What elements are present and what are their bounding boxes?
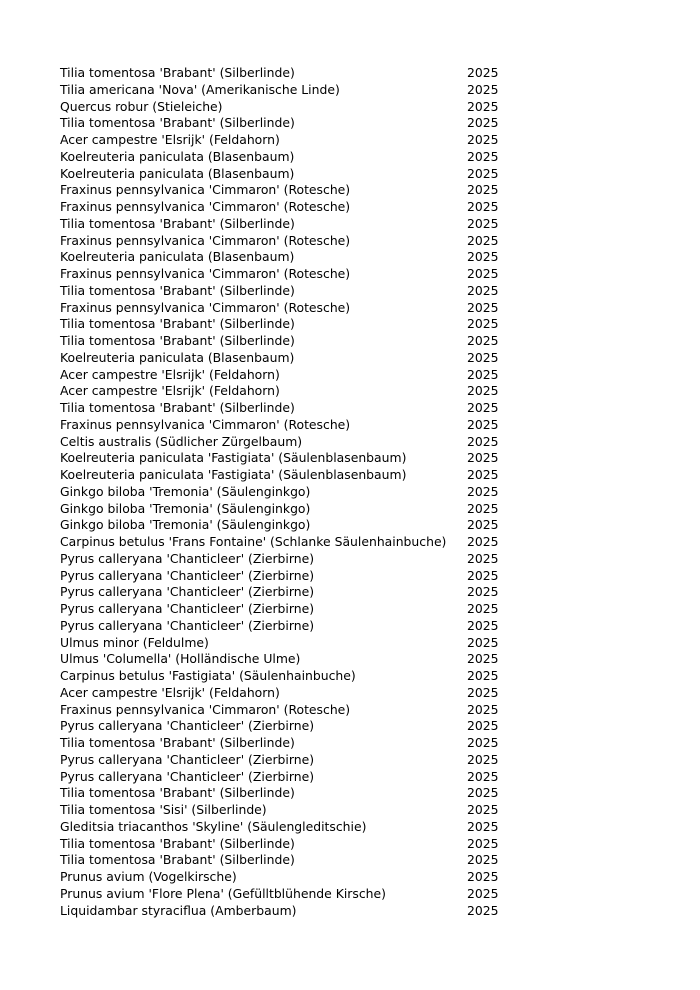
list-item <box>60 367 520 384</box>
list-item <box>60 668 520 685</box>
tree-name: Gleditsia triacanthos 'Skyline' (Säulengleditschie) <box>60 818 367 834</box>
tree-name: Tilia tomentosa 'Brabant' (Silberlinde) <box>60 316 295 332</box>
tree-name: Ginkgo biloba 'Tremonia' (Säulenginkgo) <box>60 483 311 499</box>
tree-name: Fraxinus pennsylvanica 'Cimmaron' (Rotesche) <box>60 266 351 281</box>
tree-name: Tilia tomentosa 'Brabant' (Silberlinde) <box>60 735 295 750</box>
tree-name: Liquidambar styraciflua (Amberbaum) <box>60 902 297 918</box>
planting-year: 2025 <box>467 299 499 315</box>
planting-year: 2025 <box>467 835 499 851</box>
planting-year: 2025 <box>467 215 499 231</box>
tree-name: Koelreuteria paniculata (Blasenbaum) <box>60 148 295 164</box>
list-item <box>60 501 520 518</box>
planting-year: 2025 <box>467 65 499 80</box>
planting-year: 2025 <box>467 81 499 97</box>
planting-year: 2025 <box>467 483 499 499</box>
tree-name: Koelreuteria paniculata (Blasenbaum) <box>60 165 295 181</box>
planting-year: 2025 <box>467 316 499 332</box>
list-item <box>60 852 520 869</box>
list-item <box>60 199 520 216</box>
planting-year: 2025 <box>467 333 499 348</box>
tree-name: Pyrus calleryana 'Chanticleer' (Zierbirne) <box>60 718 315 734</box>
list-item <box>60 484 520 501</box>
tree-name: Koelreuteria paniculata (Blasenbaum) <box>60 249 295 265</box>
planting-year: 2025 <box>467 818 499 834</box>
planting-year: 2025 <box>467 450 499 466</box>
tree-list <box>60 65 520 919</box>
list-item <box>60 166 520 183</box>
tree-name: Pyrus calleryana 'Chanticleer' (Zierbirne) <box>60 601 315 616</box>
planting-year: 2025 <box>467 785 499 801</box>
list-item <box>60 65 520 82</box>
tree-name: Tilia tomentosa 'Brabant' (Silberlinde) <box>60 400 295 415</box>
list-item <box>60 132 520 149</box>
tree-name: Tilia tomentosa 'Brabant' (Silberlinde) <box>60 835 295 851</box>
tree-name: Tilia tomentosa 'Brabant' (Silberlinde) <box>60 215 295 231</box>
tree-name: Ulmus minor (Feldulme) <box>60 634 209 650</box>
planting-year: 2025 <box>467 735 499 750</box>
planting-year: 2025 <box>467 684 499 700</box>
list-item <box>60 635 520 652</box>
list-item <box>60 249 520 266</box>
planting-year: 2025 <box>467 383 499 399</box>
tree-name: Pyrus calleryana 'Chanticleer' (Zierbirne) <box>60 768 315 784</box>
planting-year: 2025 <box>467 802 499 817</box>
planting-year: 2025 <box>467 366 499 382</box>
planting-year: 2025 <box>467 634 499 650</box>
tree-name: Pyrus calleryana 'Chanticleer' (Zierbirne) <box>60 550 315 566</box>
tree-name: Fraxinus pennsylvanica 'Cimmaron' (Rotesche) <box>60 199 351 214</box>
tree-name: Fraxinus pennsylvanica 'Cimmaron' (Rotesche) <box>60 416 351 432</box>
planting-year: 2025 <box>467 751 499 767</box>
list-item <box>60 601 520 618</box>
list-item <box>60 869 520 886</box>
tree-name: Acer campestre 'Elsrijk' (Feldahorn) <box>60 132 280 147</box>
tree-name: Ulmus 'Columella' (Holländische Ulme) <box>60 651 301 667</box>
tree-name: Pyrus calleryana 'Chanticleer' (Zierbirne) <box>60 617 315 633</box>
planting-year: 2025 <box>467 668 499 683</box>
planting-year: 2025 <box>467 416 499 432</box>
planting-year: 2025 <box>467 249 499 265</box>
tree-name: Tilia tomentosa 'Brabant' (Silberlinde) <box>60 65 295 80</box>
list-item <box>60 819 520 836</box>
list-item <box>60 584 520 601</box>
tree-name: Prunus avium (Vogelkirsche) <box>60 869 237 884</box>
planting-year: 2025 <box>467 701 499 717</box>
planting-year: 2025 <box>467 400 499 415</box>
planting-year: 2025 <box>467 132 499 147</box>
tree-name: Acer campestre 'Elsrijk' (Feldahorn) <box>60 684 280 700</box>
list-item <box>60 82 520 99</box>
tree-name: Koelreuteria paniculata (Blasenbaum) <box>60 349 295 365</box>
list-item <box>60 718 520 735</box>
list-item <box>60 752 520 769</box>
tree-name: Tilia tomentosa 'Brabant' (Silberlinde) <box>60 333 295 348</box>
list-item <box>60 568 520 585</box>
list-item <box>60 886 520 903</box>
planting-year: 2025 <box>467 567 499 583</box>
tree-name: Prunus avium 'Flore Plena' (Gefülltblühende Kirsche) <box>60 885 386 901</box>
list-item <box>60 383 520 400</box>
planting-year: 2025 <box>467 651 499 667</box>
tree-name: Fraxinus pennsylvanica 'Cimmaron' (Rotesche) <box>60 232 351 248</box>
planting-year: 2025 <box>467 768 499 784</box>
planting-year: 2025 <box>467 534 499 549</box>
list-item <box>60 685 520 702</box>
list-item <box>60 769 520 786</box>
planting-year: 2025 <box>467 617 499 633</box>
planting-year: 2025 <box>467 115 499 131</box>
list-item <box>60 802 520 819</box>
planting-year: 2025 <box>467 349 499 365</box>
list-item <box>60 115 520 132</box>
planting-year: 2025 <box>467 869 499 884</box>
tree-name: Tilia tomentosa 'Brabant' (Silberlinde) <box>60 785 295 801</box>
tree-name: Tilia tomentosa 'Brabant' (Silberlinde) <box>60 852 295 868</box>
list-item <box>60 316 520 333</box>
tree-name: Fraxinus pennsylvanica 'Cimmaron' (Rotesche) <box>60 299 351 315</box>
list-item <box>60 233 520 250</box>
planting-year: 2025 <box>467 148 499 164</box>
tree-name: Koelreuteria paniculata 'Fastigiata' (Säulenblasenbaum) <box>60 450 407 466</box>
tree-name: Carpinus betulus 'Fastigiata' (Säulenhainbuche) <box>60 668 356 683</box>
list-item <box>60 300 520 317</box>
tree-name: Pyrus calleryana 'Chanticleer' (Zierbirne) <box>60 751 315 767</box>
list-item <box>60 99 520 116</box>
tree-name: Pyrus calleryana 'Chanticleer' (Zierbirne) <box>60 584 315 600</box>
list-item <box>60 450 520 467</box>
planting-year: 2025 <box>467 601 499 616</box>
planting-year: 2025 <box>467 467 499 482</box>
list-item <box>60 216 520 233</box>
list-item <box>60 903 520 920</box>
planting-year: 2025 <box>467 182 499 198</box>
planting-year: 2025 <box>467 902 499 918</box>
list-item <box>60 333 520 350</box>
list-item <box>60 534 520 551</box>
tree-name: Tilia tomentosa 'Sisi' (Silberlinde) <box>60 802 267 817</box>
tree-name: Ginkgo biloba 'Tremonia' (Säulenginkgo) <box>60 517 311 533</box>
tree-name: Quercus robur (Stieleiche) <box>60 98 223 114</box>
list-item <box>60 836 520 853</box>
tree-name: Tilia tomentosa 'Brabant' (Silberlinde) <box>60 115 295 131</box>
planting-year: 2025 <box>467 199 499 214</box>
list-item <box>60 785 520 802</box>
planting-year: 2025 <box>467 584 499 600</box>
tree-name: Tilia americana 'Nova' (Amerikanische Linde) <box>60 81 340 97</box>
planting-year: 2025 <box>467 98 499 114</box>
list-item <box>60 651 520 668</box>
tree-name: Acer campestre 'Elsrijk' (Feldahorn) <box>60 383 280 399</box>
tree-name: Acer campestre 'Elsrijk' (Feldahorn) <box>60 366 280 382</box>
planting-year: 2025 <box>467 718 499 734</box>
tree-name: Koelreuteria paniculata 'Fastigiata' (Säulenblasenbaum) <box>60 467 407 482</box>
list-item <box>60 551 520 568</box>
list-item <box>60 350 520 367</box>
list-item <box>60 149 520 166</box>
list-item <box>60 702 520 719</box>
list-item <box>60 266 520 283</box>
planting-year: 2025 <box>467 885 499 901</box>
tree-name: Celtis australis (Südlicher Zürgelbaum) <box>60 433 303 449</box>
list-item <box>60 417 520 434</box>
tree-name: Pyrus calleryana 'Chanticleer' (Zierbirne) <box>60 567 315 583</box>
planting-year: 2025 <box>467 282 499 298</box>
tree-name: Fraxinus pennsylvanica 'Cimmaron' (Rotesche) <box>60 182 351 198</box>
planting-year: 2025 <box>467 550 499 566</box>
list-item <box>60 182 520 199</box>
tree-name: Fraxinus pennsylvanica 'Cimmaron' (Rotesche) <box>60 701 351 717</box>
tree-name: Tilia tomentosa 'Brabant' (Silberlinde) <box>60 282 295 298</box>
planting-year: 2025 <box>467 433 499 449</box>
planting-year: 2025 <box>467 852 499 868</box>
planting-year: 2025 <box>467 517 499 533</box>
tree-name: Carpinus betulus 'Frans Fontaine' (Schlanke Säulenhainbuche) <box>60 534 447 549</box>
list-item <box>60 467 520 484</box>
list-item <box>60 618 520 635</box>
tree-name: Ginkgo biloba 'Tremonia' (Säulenginkgo) <box>60 500 311 516</box>
list-item <box>60 283 520 300</box>
planting-year: 2025 <box>467 232 499 248</box>
planting-year: 2025 <box>467 165 499 181</box>
list-item <box>60 735 520 752</box>
list-item <box>60 434 520 451</box>
list-item <box>60 400 520 417</box>
planting-year: 2025 <box>467 266 499 281</box>
planting-year: 2025 <box>467 500 499 516</box>
list-item <box>60 517 520 534</box>
